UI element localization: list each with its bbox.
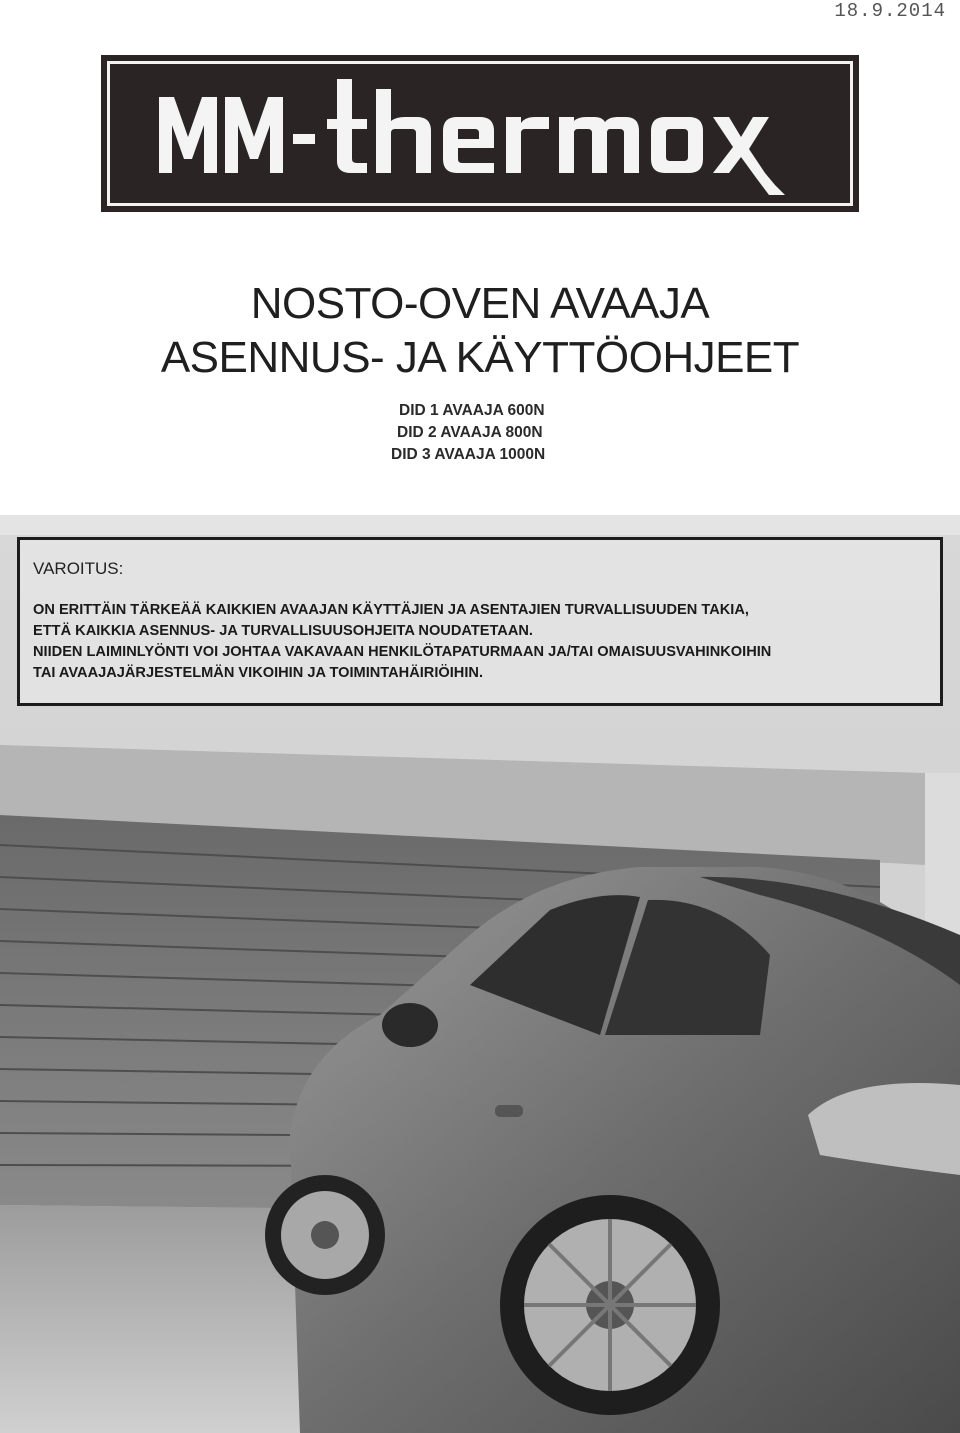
warning-line: ETTÄ KAIKKIA ASENNUS- JA TURVALLISUUSOHJEITA NOUDATETAAN.: [33, 623, 533, 639]
warning-box: [17, 537, 943, 706]
model-list: [383, 400, 683, 466]
warning-title: VAROITUS:: [33, 559, 124, 578]
brand-logo: [101, 55, 859, 212]
warning-line: NIIDEN LAIMINLYÖNTI VOI JOHTAA VAKAVAAN HENKILÖTAPATURMAAN JA/TAI OMAISUUSVAHINKOIHIN: [33, 644, 772, 660]
model-item: DID 2 AVAAJA 800N: [397, 424, 543, 441]
logo-wordmark: [101, 55, 859, 212]
warning-text: [33, 600, 933, 684]
model-item: DID 1 AVAAJA 600N: [399, 402, 545, 419]
document-title-line1: NOSTO-OVEN AVAAJA: [250, 279, 710, 328]
document-date: 18.9.2014: [834, 0, 946, 22]
document-title-line2: ASENNUS- JA KÄYTTÖOHJEET: [160, 333, 800, 382]
warning-line: ON ERITTÄIN TÄRKEÄÄ KAIKKIEN AVAAJAN KÄYTTÄJIEN JA ASENTAJIEN TURVALLISUUDEN TAKIA,: [33, 602, 749, 618]
warning-line: TAI AVAAJAJÄRJESTELMÄN VIKOIHIN JA TOIMINTAHÄIRIÖIHIN.: [33, 665, 483, 681]
model-item: DID 3 AVAAJA 1000N: [391, 446, 546, 463]
